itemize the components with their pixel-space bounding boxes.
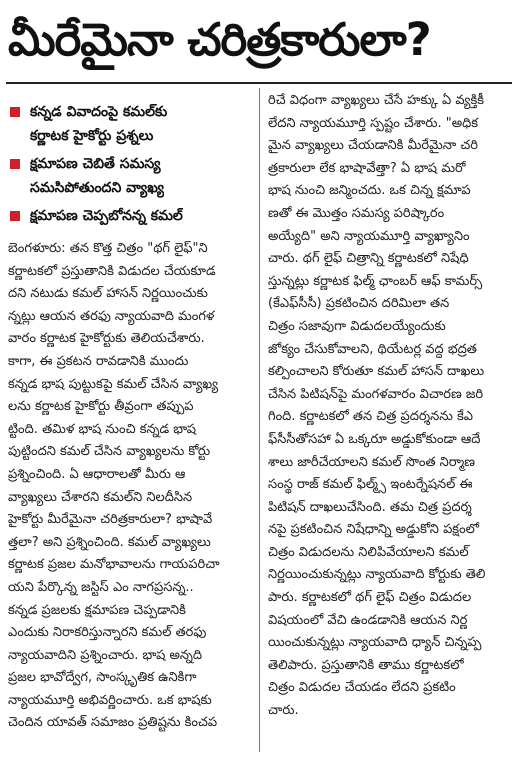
square-bullet-icon [10, 107, 20, 117]
article-line: పుట్టిందని కమల్ చేసిన వ్యాఖ్యలను కోర్టు [8, 444, 211, 460]
article-line: రిచే విధంగా వ్యాఖ్యలు చేసే హక్కు ఏ వ్యక్తికీ [268, 93, 485, 108]
article-line: త్రకారులా లేక భాషావేత్తా? ఏ భాష మరో [268, 160, 466, 176]
article-line: వ్యాఖ్యలు చేశారని కమల్‌ని నిలదీసిన [8, 489, 193, 505]
article-line: ఫ్‌సీసీ‌తోసహా ఏ ఒక్కరూ అడ్డుకోకుండా ఆదే [268, 431, 481, 447]
article-line: కన్నడ భాష పుట్టుకపై కమల్ చేసిన వ్యాఖ్య [8, 376, 219, 392]
article-line: కర్ణాటకలో ప్రస్తుతానికి విడుదల చేయకూడ [8, 263, 216, 279]
article-line: అయ్యేది" అని న్యాయమూర్తి వ్యాఖ్యానిం [268, 228, 470, 244]
article-line: నపై ప్రకటించిన నిషేధాన్ని అడ్డుకోని పక్షంలో [268, 522, 480, 538]
article-line: తెలిపారు. ప్రస్తుతానికి తాము కర్ణాటకలో [268, 657, 464, 673]
headline-rule [6, 82, 512, 84]
article-line: పిటిషన్ దాఖలుచేసింది. తమ చిత్ర ప్రదర్శ [268, 499, 472, 515]
article-line: ఎందుకు నిరాకరిస్తున్నారని కమల్ తరఫు [8, 625, 207, 641]
headline: మీరేమైనా చరిత్రకారులా? [8, 13, 431, 66]
article-line: యించుకున్నట్లు న్యాయవాది ధ్యాన్ చిన్నప్ప [268, 635, 482, 651]
article-line: జోక్యం చేసుకోవాలని, థియేటర్ల వద్ద భద్రత [268, 341, 477, 357]
article-line: న్నట్లు ఆయన తరఫు న్యాయవాది మంగళ [8, 308, 215, 324]
highlight-item [8, 100, 258, 152]
article-line: ప్రశ్నించింది. ఏ ఆధారాలతో మీరు ఆ [8, 466, 186, 482]
article-line: లను కర్ణాటక హైకోర్టు తీవ్రంగా తప్పుప [8, 399, 194, 415]
article-line: కర్ణాటక ప్రజల మనోభావాలను గాయపరిచా [8, 557, 220, 573]
article-line: ణతో ఈ మొత్తం సమస్య పరిష్కారం [268, 205, 445, 221]
article-line: భాష నుంచి జన్మించదు. ఒక చిన్న క్షమాప [268, 183, 471, 199]
highlight-item [8, 204, 258, 232]
article-line: న్యాయమూర్తి అభివర్ణించారు. ఒక భాషకు [8, 692, 212, 708]
article-line: గింది. కర్ణాటకలో తన చిత్ర ప్రదర్శనను కేఎ [268, 409, 474, 425]
article-line: (కేఎఫ్‌సీసీ) ప్రకటించిన దరిమిలా తన [268, 296, 450, 312]
article-column-right [268, 90, 511, 723]
article-line: నిర్ణయించుకున్నట్లు న్యాయవాది కోర్టుకు తెలి [268, 567, 486, 583]
article-line: ట్టింది. తమిళ భాష నుంచి కన్నడ భాష [8, 421, 197, 437]
article-line: స్తున్నట్లు కర్ణాటక ఫిల్మ్ ఛాంబర్ ఆఫ్ కామర్స్ [268, 273, 483, 289]
article-line: చారు. [268, 703, 299, 719]
highlight-line: కర్ణాటక హైకోర్టు ప్రశ్నలు [30, 128, 154, 144]
article-line: చెందిన యావత్ సమాజం ప్రతిష్టను కించప [8, 715, 218, 731]
square-bullet-icon [10, 211, 20, 221]
article-line: చిత్రం విడుదల చేయడం లేదని ప్రకటిం [268, 680, 456, 696]
square-bullet-icon [10, 159, 20, 169]
article-line: న్యాయవాదిని ప్రశ్నించారు. భాష అన్నది [8, 647, 203, 663]
article-line: దని నటుడు కమల్ హాసన్ నిర్ణయించుకు [8, 286, 208, 302]
article-column-left [8, 238, 251, 735]
article-line: కన్నడ ప్రజలకు క్షమాపణ చెప్పడానికి [8, 602, 186, 618]
highlights-box [8, 100, 258, 232]
highlight-line: సమసిపోతుందని వ్యాఖ్య [30, 180, 165, 196]
article-line: పారు. కర్ణాటకలో థగ్ లైఫ్ చిత్రం విడుదల [268, 590, 472, 606]
article-line: కల్పించాలని కోరుతూ కమల్ హాసన్ దాఖలు [268, 364, 485, 380]
article-line: మైన వ్యాఖ్యలు చేయడానికి మీరేమైనా చరి [268, 138, 479, 154]
article-line: హైకోర్టు మీరేమైనా చరిత్రకారులా? భాషావే [8, 512, 213, 528]
article-line: ప్రజల భావోద్వేగ, సాంస్కృతిక ఉనికిగా [8, 670, 197, 686]
article-line: లేదని న్యాయమూర్తి స్పష్టం చేశారు. "అధిక [268, 115, 479, 131]
article-line: కాగా, ఈ ప్రకటన రావడానికి ముందు [8, 353, 189, 369]
article-line: చేసిన పిటిషన్‌పై మంగళవారం విచారణ జరి [268, 386, 484, 402]
article-line: చిత్రం సజావుగా విడుదలయ్యేందుకు [268, 318, 446, 334]
article-line: త్తలా? అని ప్రశ్నించింది. కమల్ వ్యాఖ్యలు [8, 534, 211, 550]
article-line: వారం కర్ణాటక హైకోర్టుకు తెలియచేశారు. [8, 331, 205, 347]
article-line: చారు. థగ్ లైఫ్ చిత్రాన్ని కర్ణాటకలో నిషేధి [268, 251, 469, 267]
article-line: చిత్రం విడుదలను నిలిపివేయాలని కమల్ [268, 544, 469, 560]
article-line: శాలు జారీచేయాలని కమల్ సొంత నిర్మాణ [268, 454, 476, 470]
article-line: విషయంలో వేచి ఉండడానికి ఆయన నిర్ణ [268, 612, 468, 628]
highlight-line: క్షమాపణ చెబితే సమస్య [30, 156, 161, 172]
column-divider [259, 88, 260, 752]
article-line: యని పేర్కొన్న జస్టిస్ ఎం నాగప్రసన్న.. [8, 579, 194, 595]
highlight-line: క్షమాపణ చెప్పబోనన్న కమల్ [30, 208, 183, 224]
article-line: బెంగళూరు: తన కొత్త చిత్రం "థగ్ లైఫ్"ని [8, 241, 208, 256]
highlight-item [8, 152, 258, 204]
highlight-line: కన్నడ వివాదంపై కమల్‌కు [30, 104, 168, 120]
article-line: సంస్థ రాజ్ కమల్ ఫిల్మ్స్ ఇంటర్నేషనల్ ఈ [268, 477, 473, 493]
